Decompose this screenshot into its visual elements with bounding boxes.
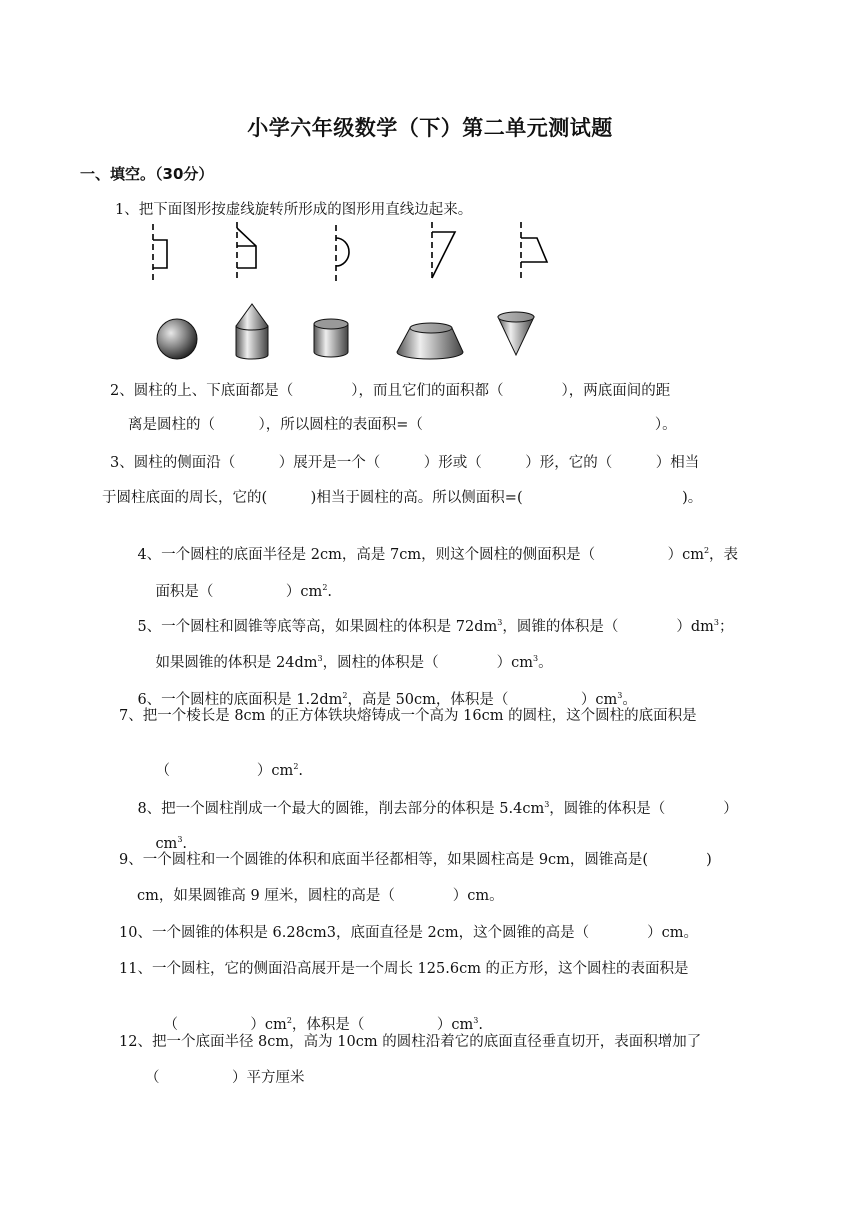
- question-10: 10、一个圆锥的体积是 6.28cm3，底面直径是 2cm，这个圆锥的高是（ ）cm。: [119, 925, 699, 941]
- question-4-line-1: 4、一个圆柱的底面半径是 2cm，高是 7cm，则这个圆柱的侧面积是（ ）$cm^2$，表: [137, 546, 739, 563]
- frustum-icon: [397, 323, 463, 359]
- question-8-line-1: 8、把一个圆柱削成一个最大的圆锥，削去部分的体积是 $5.4cm^3$，圆锥的体积是（ ）: [137, 800, 738, 817]
- question-7-line-1: 7、把一个棱长是 8cm 的正方体铁块熔铸成一个高为 16cm 的圆柱，这个圆柱的底面积是: [119, 708, 697, 724]
- question-3-line-1: 3、圆柱的侧面沿（ ）展开是一个（ ）形或（ ）形，它的（ ）相当: [110, 455, 700, 471]
- question-4-line-2: 面积是（ ）$cm^2$.: [155, 583, 333, 600]
- cone-icon: [498, 312, 534, 355]
- question-11-line-2: （ ）$cm^2$，体积是（ ）$cm^3$.: [163, 1016, 483, 1033]
- semicircle-rotation-icon: [336, 225, 349, 282]
- sphere-icon: [157, 319, 197, 359]
- question-6: 6、一个圆柱的底面积是 $1.2dm^2$，高是 50cm，体积是（ ）$cm^3$。: [137, 691, 637, 708]
- question-9-line-1: 9、一个圆柱和一个圆锥的体积和底面半径都相等，如果圆柱高是 9cm，圆锥高是( ): [119, 852, 712, 868]
- question-2-line-2: 离是圆柱的（ ），所以圆柱的表面积=（ ）。: [128, 417, 677, 433]
- question-8-line-2: $cm^3$.: [155, 835, 188, 852]
- cylinder-icon: [314, 319, 348, 357]
- trapezoid-rotation-icon: [521, 222, 547, 282]
- question-11-line-1: 11、一个圆柱，它的侧面沿高展开是一个周长 125.6cm 的正方形，这个圆柱的表面积是: [119, 961, 689, 977]
- page-title: 小学六年级数学（下）第二单元测试题: [247, 116, 613, 140]
- question-5-line-2: 如果圆锥的体积是 $24dm^3$，圆柱的体积是（ ）$cm^3$。: [155, 654, 553, 671]
- question-3-line-2: 于圆柱底面的周长，它的( )相当于圆柱的高。所以侧面积=( )。: [102, 490, 703, 506]
- question-7-line-2: （ ）$cm^2$.: [155, 762, 304, 779]
- cone-on-cylinder-icon: [236, 304, 268, 359]
- question-2-line-1: 2、圆柱的上、下底面都是（ ），而且它们的面积都（ ），两底面间的距: [110, 383, 671, 399]
- question-5-line-1: 5、一个圆柱和圆锥等底等高，如果圆柱的体积是 $72dm^3$，圆锥的体积是（ ）$dm^3$；: [137, 618, 734, 635]
- section-heading-fill-in: 一、填空。（30分）: [80, 165, 214, 183]
- question-12-line-1: 12、把一个底面半径 8cm，高为 10cm 的圆柱沿着它的底面直径垂直切开，表面积增加了: [119, 1034, 702, 1050]
- question-9-line-2: cm，如果圆锥高 9 厘米，圆柱的高是（ ）cm。: [137, 888, 504, 904]
- rectangle-rotation-icon: [153, 224, 167, 282]
- question-12-line-2: （ ）平方厘米: [145, 1070, 305, 1086]
- question-1: 1、把下面图形按虚线旋转所形成的图形用直线边起来。: [115, 202, 473, 218]
- house-pentagon-rotation-icon: [237, 222, 256, 282]
- triangle-rotation-icon: [432, 222, 455, 282]
